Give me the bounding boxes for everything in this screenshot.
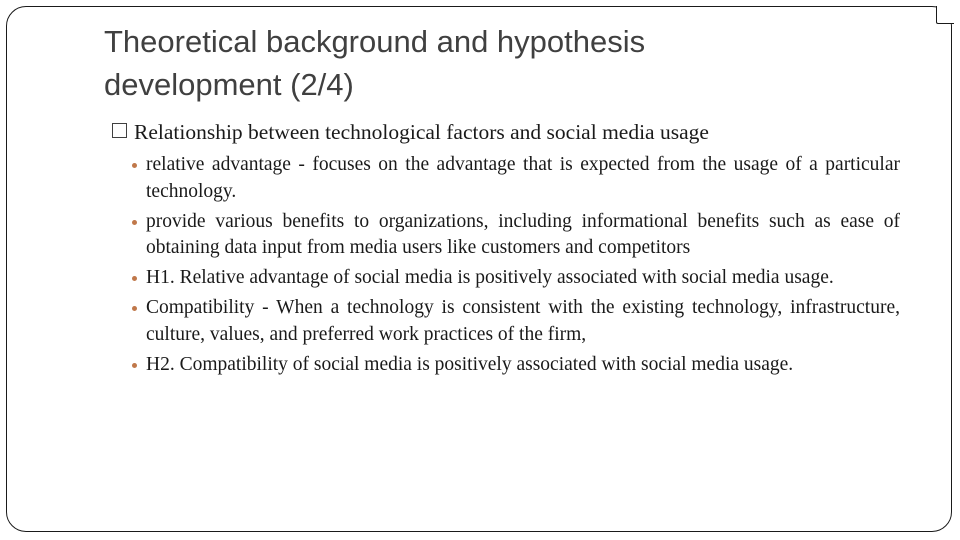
sub-bullet-text: relative advantage - focuses on the advantage that is expected from the usage of a particular technology. <box>146 154 900 202</box>
main-bullet <box>134 118 709 146</box>
sub-bullet-compatibility <box>146 295 900 348</box>
dot-bullet-icon <box>132 306 137 311</box>
title-line-2: development (2/4) <box>104 67 354 102</box>
sub-bullet-text: provide various benefits to organizations, including informational benefits such as ease of obtaining data input from media users like customers and competitors <box>146 210 900 258</box>
dot-bullet-icon <box>132 276 137 281</box>
corner-tab <box>936 6 954 24</box>
slide-title <box>104 20 864 106</box>
sub-bullet-text: Compatibility - When a technology is consistent with the existing technology, infrastructure, culture, values, and preferred work practices of the firm, <box>146 297 900 345</box>
square-bullet-icon <box>112 123 127 138</box>
dot-bullet-icon <box>132 163 137 168</box>
sub-bullet-text: H2. Compatibility of social media is positively associated with social media usage. <box>146 353 794 375</box>
sub-bullet-benefits <box>146 209 900 262</box>
sub-bullet-text: H1. Relative advantage of social media is positively associated with social media usage. <box>146 267 834 288</box>
sub-bullet-h2 <box>146 352 900 379</box>
title-line-1: Theoretical background and hypothesis <box>104 24 646 59</box>
sub-bullet-list <box>146 152 900 382</box>
dot-bullet-icon <box>132 220 137 225</box>
sub-bullet-relative-advantage <box>146 152 900 205</box>
dot-bullet-icon <box>132 363 137 368</box>
main-bullet-text: Relationship between technological factors and social media usage <box>134 120 709 144</box>
sub-bullet-h1 <box>146 265 900 292</box>
